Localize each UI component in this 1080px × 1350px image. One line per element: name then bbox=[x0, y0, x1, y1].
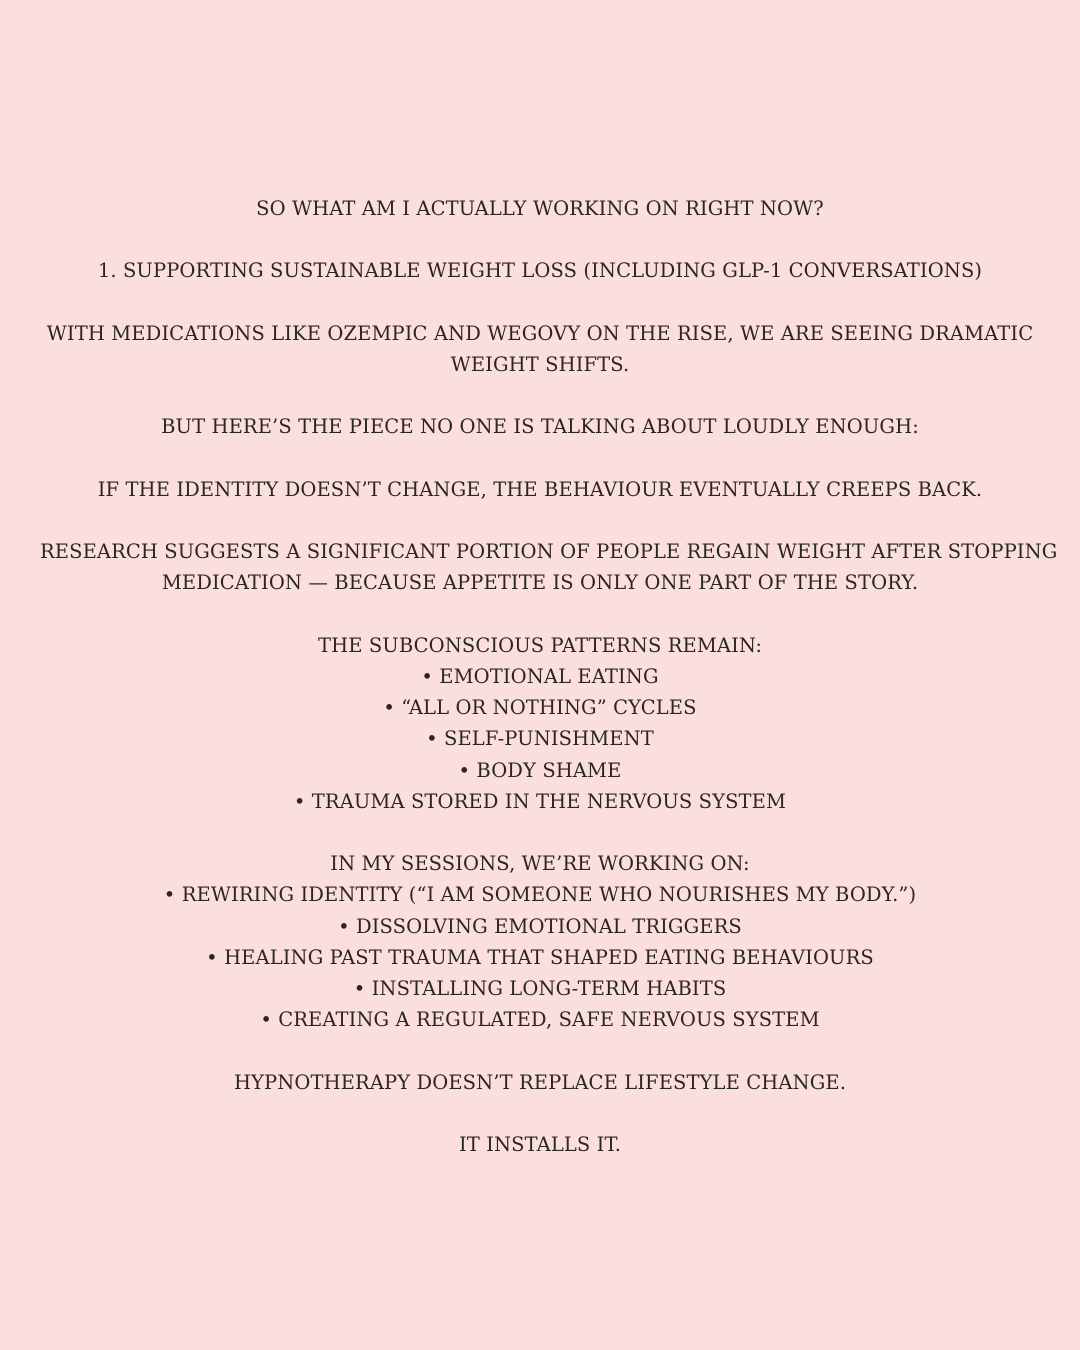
list-item: • HEALING PAST TRAUMA THAT SHAPED EATING BEHAVIOURS bbox=[206, 945, 874, 969]
paragraph-line: RESEARCH SUGGESTS A SIGNIFICANT PORTION OF PEOPLE REGAIN WEIGHT AFTER STOPPING bbox=[40, 540, 1058, 564]
spacer bbox=[40, 505, 1040, 536]
list-item: • REWIRING IDENTITY (“I AM SOMEONE WHO NOURISHES MY BODY.”) bbox=[163, 883, 917, 907]
list-item: • TRAUMA STORED IN THE NERVOUS SYSTEM bbox=[293, 789, 787, 813]
spacer bbox=[40, 224, 1040, 255]
spacer bbox=[40, 817, 1040, 848]
paragraph-piece: BUT HERE’S THE PIECE NO ONE IS TALKING ABOUT LOUDLY ENOUGH: bbox=[161, 415, 919, 439]
list-item: • INSTALLING LONG-TERM HABITS bbox=[353, 976, 727, 1000]
list-item: • DISSOLVING EMOTIONAL TRIGGERS bbox=[338, 914, 742, 938]
spacer bbox=[40, 599, 1040, 630]
paragraph-medications bbox=[40, 318, 1040, 380]
heading: SO WHAT AM I ACTUALLY WORKING ON RIGHT NOW? bbox=[256, 197, 824, 220]
list-item: • EMOTIONAL EATING bbox=[421, 664, 659, 688]
paragraph-line: MEDICATION — BECAUSE APPETITE IS ONLY ONE PART OF THE STORY. bbox=[161, 571, 919, 595]
patterns-list bbox=[40, 630, 1040, 817]
patterns-intro: THE SUBCONSCIOUS PATTERNS REMAIN: bbox=[317, 633, 763, 657]
spacer bbox=[40, 1098, 1040, 1129]
sessions-intro: IN MY SESSIONS, WE’RE WORKING ON: bbox=[330, 852, 750, 876]
paragraph-research bbox=[40, 536, 1058, 598]
list-item: • SELF-PUNISHMENT bbox=[426, 727, 654, 751]
spacer bbox=[40, 287, 1040, 318]
spacer bbox=[40, 1035, 1040, 1066]
spacer bbox=[40, 380, 1040, 411]
paragraph-line: WITH MEDICATIONS LIKE OZEMPIC AND WEGOVY ON THE RISE, WE ARE SEEING DRAMATIC bbox=[46, 321, 1034, 345]
list-item: • BODY SHAME bbox=[458, 758, 622, 782]
spacer bbox=[40, 443, 1040, 474]
list-item: • “ALL OR NOTHING” CYCLES bbox=[383, 696, 697, 720]
list-item: • CREATING A REGULATED, SAFE NERVOUS SYSTEM bbox=[260, 1008, 820, 1032]
paragraph-line: WEIGHT SHIFTS. bbox=[450, 352, 630, 376]
paragraph-identity: IF THE IDENTITY DOESN’T CHANGE, THE BEHAVIOUR EVENTUALLY CREEPS BACK. bbox=[97, 477, 983, 501]
section-title: 1. SUPPORTING SUSTAINABLE WEIGHT LOSS (INCLUDING GLP-1 CONVERSATIONS) bbox=[97, 259, 983, 283]
closing-statement: HYPNOTHERAPY DOESN’T REPLACE LIFESTYLE CHANGE. bbox=[233, 1070, 847, 1094]
sessions-list bbox=[40, 848, 1040, 1035]
closing-tagline: IT INSTALLS IT. bbox=[458, 1132, 622, 1156]
